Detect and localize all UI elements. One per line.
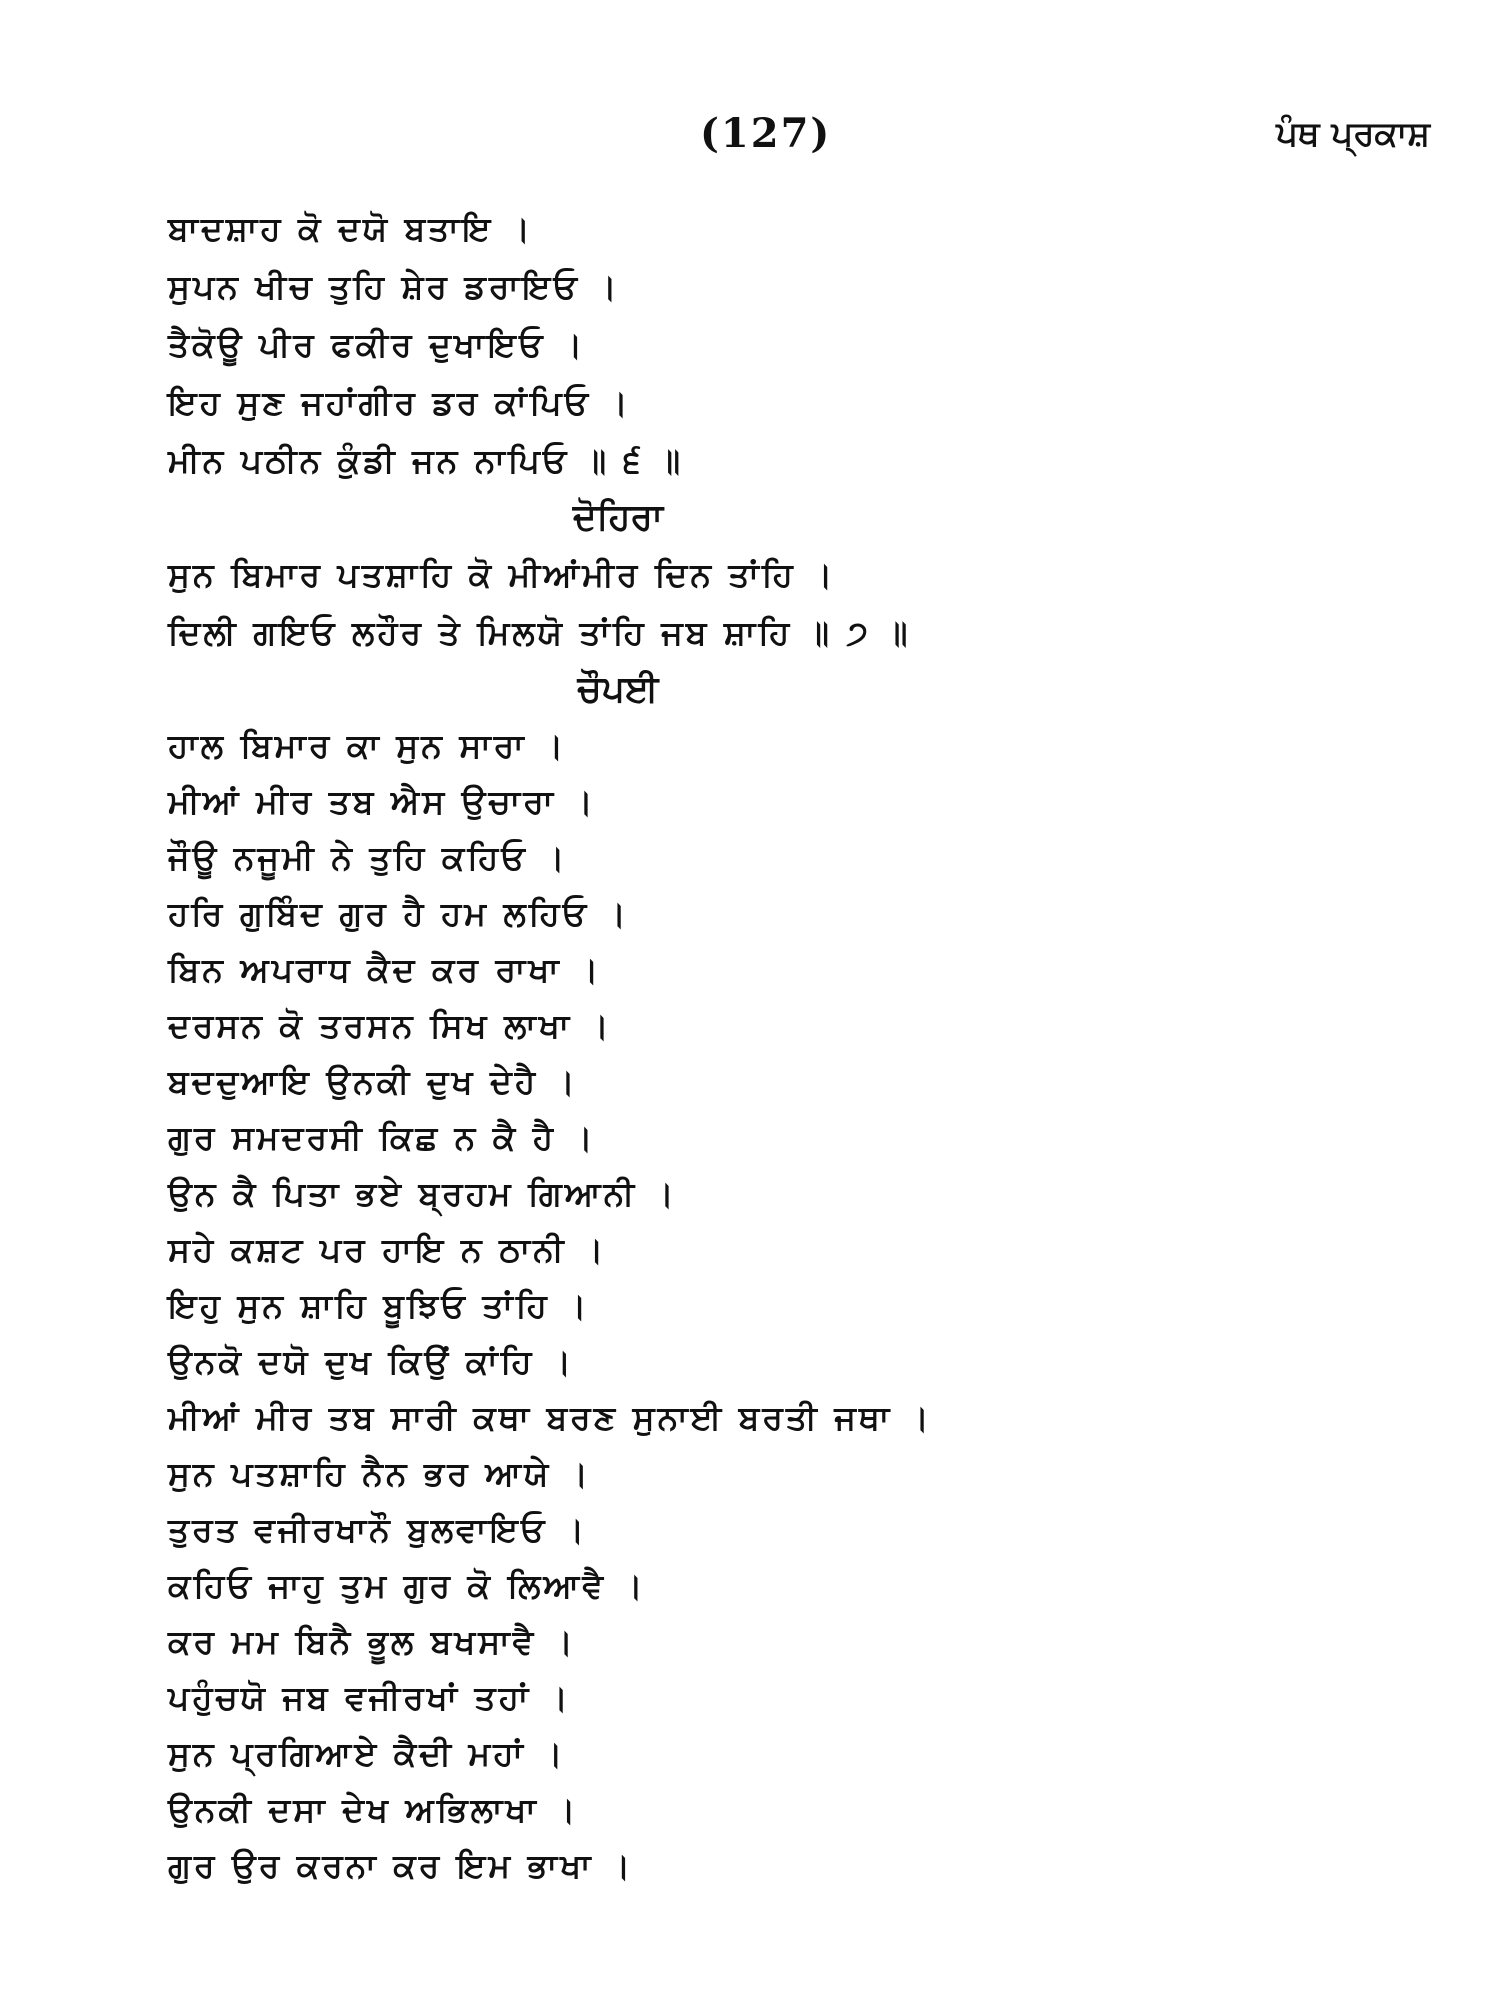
verse-line: ਉਨ ਕੈ ਪਿਤਾ ਭਏ ਬ੍ਰਹਮ ਗਿਆਨੀ ।: [168, 1174, 677, 1213]
verse-line: ਸਹੇ ਕਸ਼ਟ ਪਰ ਹਾਇ ਨ ਠਾਨੀ ।: [168, 1230, 607, 1269]
verse-line: ਉਨਕੋ ਦਯੋ ਦੁਖ ਕਿਉਂ ਕਾਂਹਿ ।: [168, 1342, 575, 1381]
verse-line: ਬਿਨ ਅਪਰਾਧ ਕੈਦ ਕਰ ਰਾਖਾ ।: [168, 950, 602, 989]
verse-line: ਮੀਆਂ ਮੀਰ ਤਬ ਸਾਰੀ ਕਥਾ ਬਰਣ ਸੁਨਾਈ ਬਰਤੀ ਜਥਾ ।: [168, 1398, 932, 1437]
verse-line: ਤੁਰਤ ਵਜੀਰਖਾਨੌ ਬੁਲਵਾਇਓ ।: [168, 1510, 588, 1549]
section-heading-dohira: ਦੋਹਿਰਾ: [572, 497, 664, 538]
verse-line: ਸੁਨ ਪਤਸ਼ਾਹਿ ਨੈਨ ਭਰ ਆਯੇ ।: [168, 1454, 592, 1493]
verse-line: ਦਿਲੀ ਗਇਓ ਲਹੌਰ ਤੇ ਮਿਲਯੋ ਤਾਂਹਿ ਜਬ ਸ਼ਾਹਿ ॥ ੭ ॥: [168, 613, 911, 652]
verse-body: [168, 200, 1418, 1894]
verse-line: ਹਰਿ ਗੁਬਿੰਦ ਗੁਰ ਹੈ ਹਮ ਲਹਿਓ ।: [168, 894, 630, 933]
verse-line: ਪਹੁੰਚਯੋ ਜਬ ਵਜੀਰਖਾਂ ਤਹਾਂ ।: [168, 1678, 571, 1717]
verse-line: ਤੈਕੋਊ ਪੀਰ ਫਕੀਰ ਦੁਖਾਇਓ ।: [168, 325, 586, 364]
verse-line: ਉਨਕੀ ਦਸਾ ਦੇਖ ਅਭਿਲਾਖਾ ।: [168, 1790, 579, 1829]
verse-line: ਬਦਦੁਆਇ ਉਨਕੀ ਦੁਖ ਦੇਹੈ ।: [168, 1062, 578, 1101]
verse-line: ਕਰ ਮਮ ਬਿਨੈ ਭੂਲ ਬਖਸਾਵੈ ।: [168, 1622, 577, 1661]
verse-line: ਜੌਊ ਨਜੂਮੀ ਨੇ ਤੁਹਿ ਕਹਿਓ ।: [168, 838, 568, 877]
verse-line: ਕਹਿਓ ਜਾਹੁ ਤੁਮ ਗੁਰ ਕੋ ਲਿਆਵੈ ।: [168, 1566, 646, 1605]
verse-line: ਗੁਰ ਉਰ ਕਰਨਾ ਕਰ ਇਮ ਭਾਖਾ ।: [168, 1846, 634, 1885]
verse-line: ਇਹੁ ਸੁਨ ਸ਼ਾਹਿ ਬੂਝਿਓ ਤਾਂਹਿ ।: [168, 1286, 590, 1325]
section-heading-chaupai: ਚੌਪਈ: [577, 669, 659, 710]
verse-line: ਦਰਸਨ ਕੋ ਤਰਸਨ ਸਿਖ ਲਾਖਾ ।: [168, 1006, 612, 1045]
verse-line: ਇਹ ਸੁਣ ਜਹਾਂਗੀਰ ਡਰ ਕਾਂਪਿਓ ।: [168, 383, 631, 422]
page-number: (127): [700, 110, 832, 157]
running-title: ਪੰਥ ਪ੍ਰਕਾਸ਼: [1276, 114, 1430, 154]
verse-line: ਸੁਪਨ ਖੀਚ ਤੁਹਿ ਸ਼ੇਰ ਡਰਾਇਓ ।: [168, 267, 620, 306]
verse-line: ਸੁਨ ਬਿਮਾਰ ਪਤਸ਼ਾਹਿ ਕੋ ਮੀਆਂਮੀਰ ਦਿਨ ਤਾਂਹਿ ।: [168, 555, 836, 594]
verse-line: ਗੁਰ ਸਮਦਰਸੀ ਕਿਛ ਨ ਕੈ ਹੈ ।: [168, 1118, 596, 1157]
verse-line: ਬਾਦਸ਼ਾਹ ਕੋ ਦਯੋ ਬਤਾਇ ।: [168, 209, 534, 248]
verse-line: ਮੀਆਂ ਮੀਰ ਤਬ ਐਸ ਉਚਾਰਾ ।: [168, 782, 596, 821]
verse-line: ਸੁਨ ਪ੍ਰਗਿਆਏ ਕੈਦੀ ਮਹਾਂ ।: [168, 1734, 566, 1773]
page-header: [0, 110, 1500, 170]
verse-line: ਹਾਲ ਬਿਮਾਰ ਕਾ ਸੁਨ ਸਾਰਾ ।: [168, 726, 567, 765]
verse-line: ਮੀਨ ਪਠੀਨ ਕੁੰਡੀ ਜਨ ਨਾਪਿਓ ॥ ੬ ॥: [168, 441, 684, 480]
